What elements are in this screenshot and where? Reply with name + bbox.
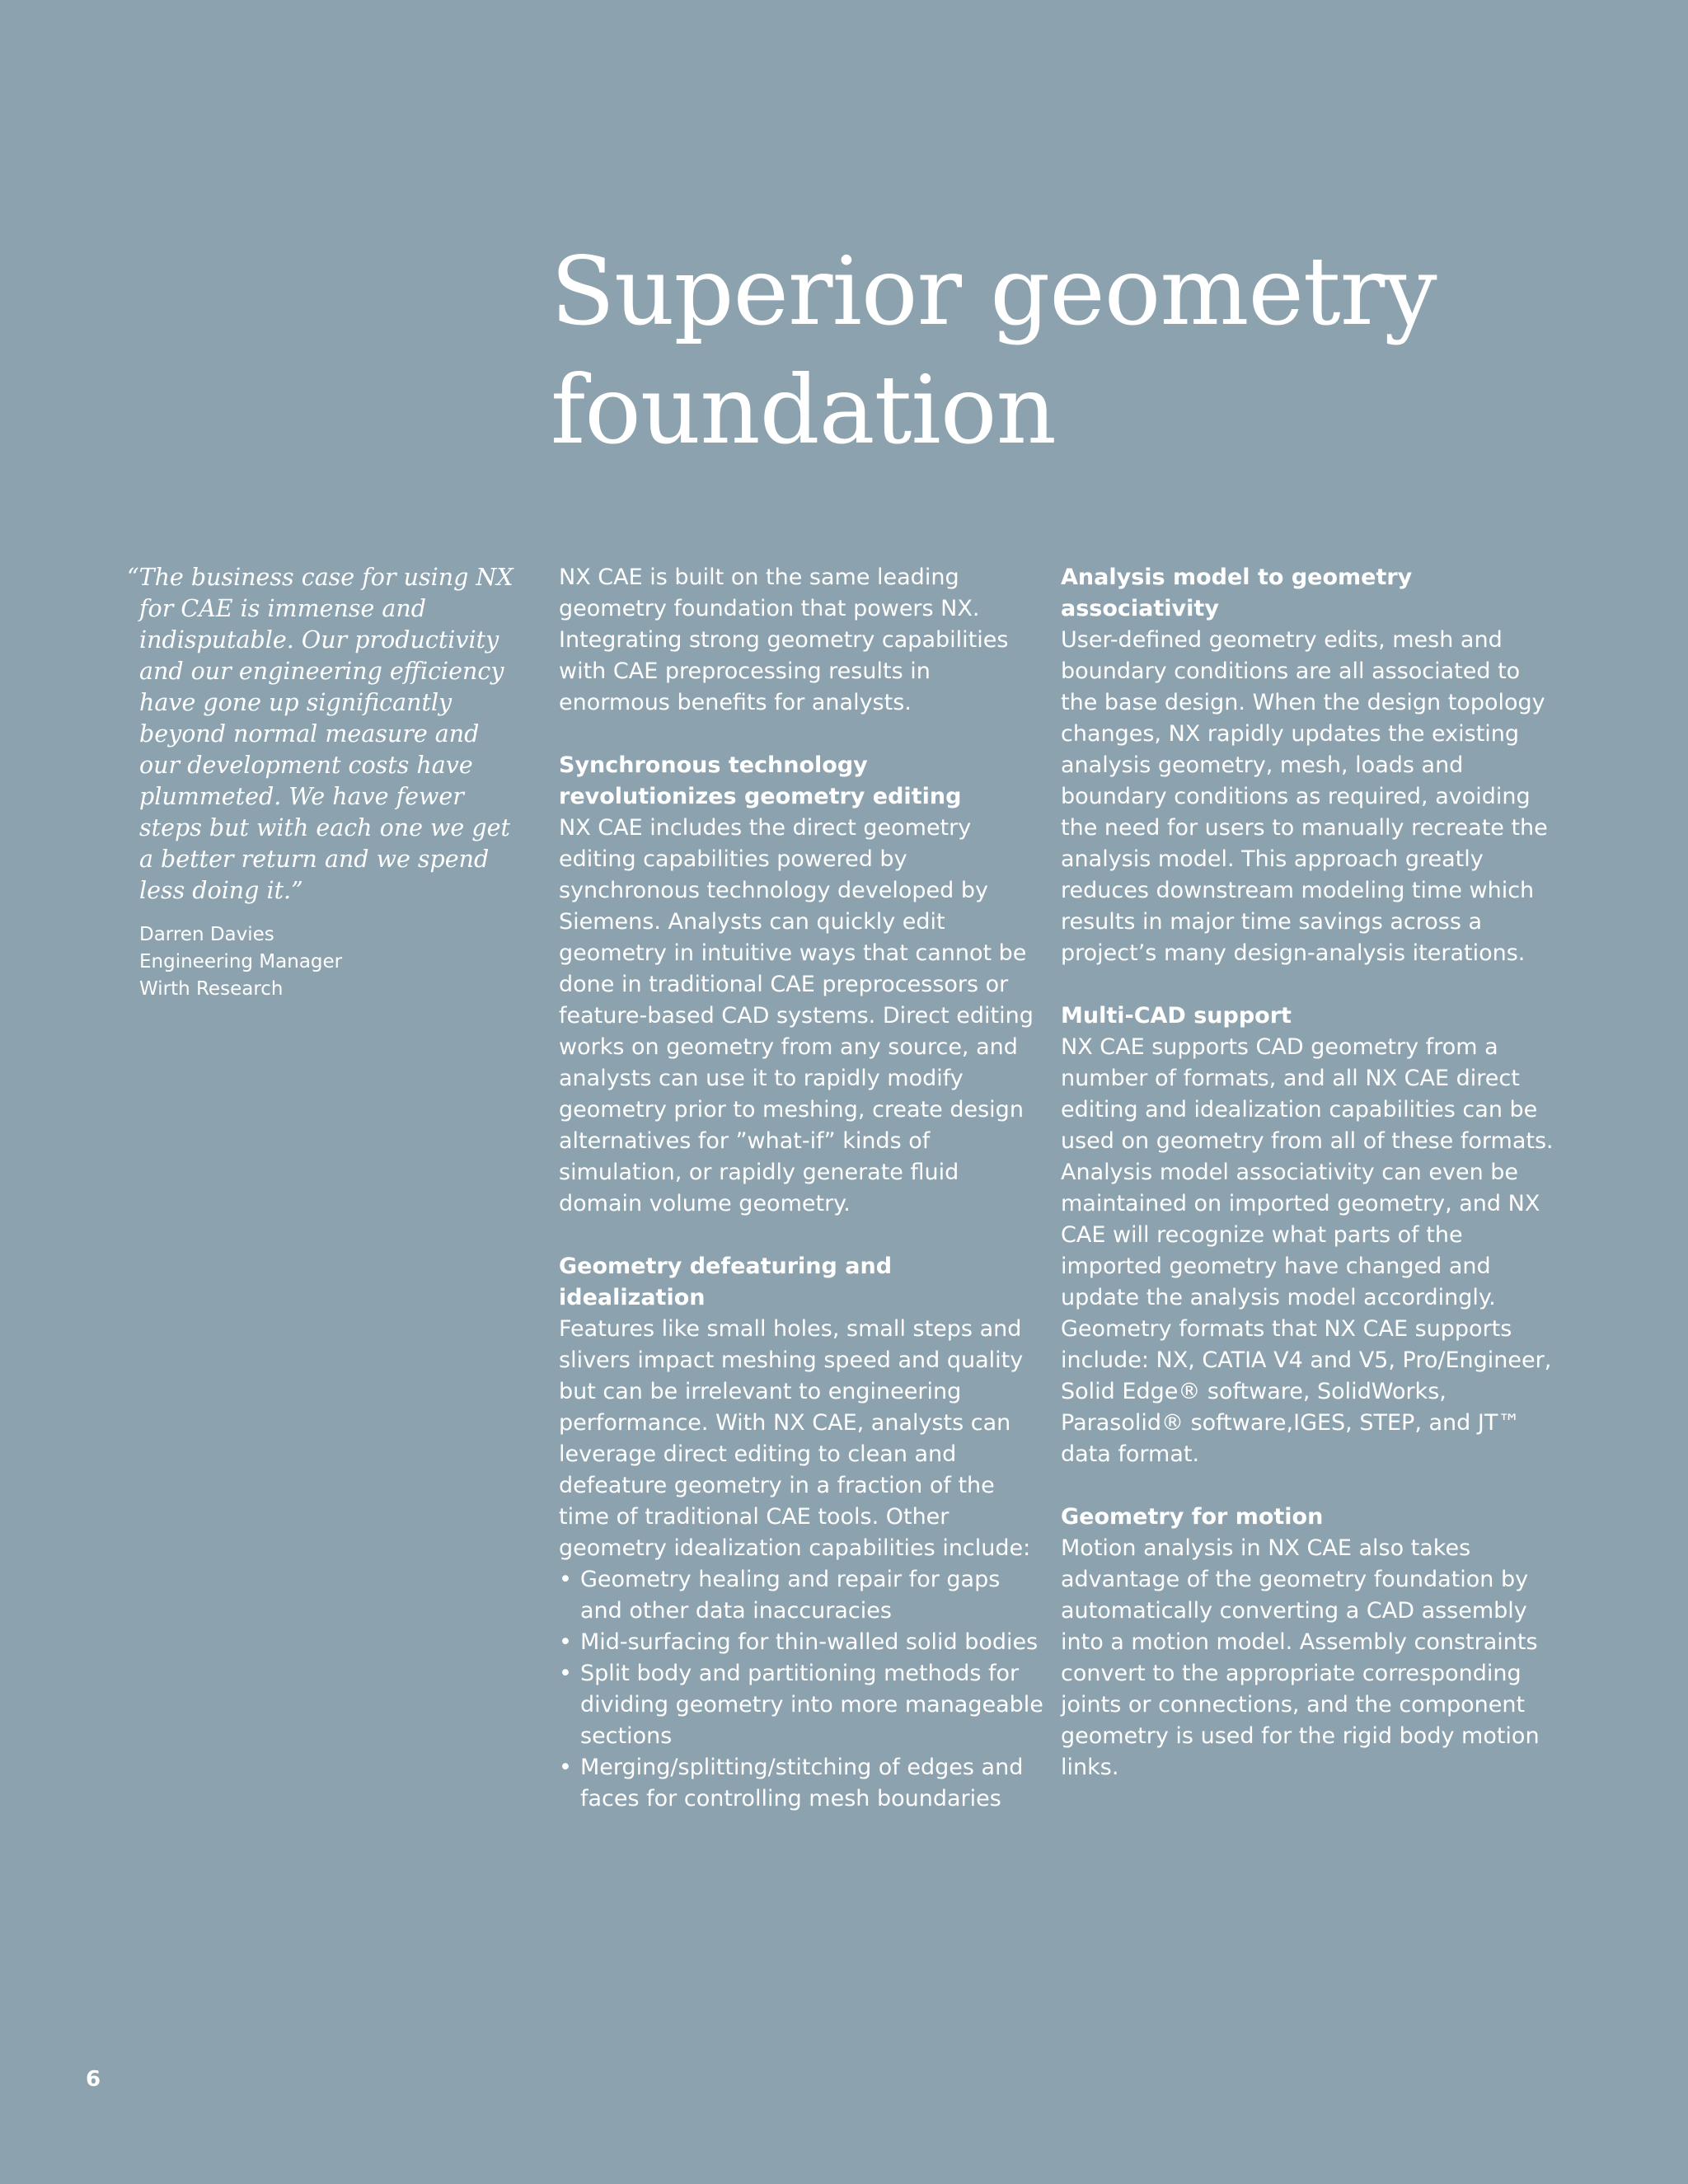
quote-text: “The business case for using NX for CAE is immense and indisputable. Our productivity and our engineering efficiency have gone up significantly beyond normal measure and our development costs have plummeted. We have fewer steps but with each one we get a better return and we spend less doing it.”: [127, 564, 513, 904]
list-item: • Merging/splitting/stitching of edges and faces for controlling mesh boundaries: [559, 1752, 1043, 1815]
section-heading: Analysis model to geometry associativity: [1061, 565, 1413, 621]
customer-quote: [125, 562, 521, 1003]
page-number: 6: [86, 2067, 101, 2092]
section-heading: Multi-CAD support: [1061, 1003, 1292, 1029]
right-column: [1061, 562, 1555, 1815]
list-item: • Mid-surfacing for thin-walled solid bodies: [559, 1627, 1043, 1658]
page-title-line-1: Superior geometry: [551, 237, 1437, 346]
section-geometry-for-motion: [1061, 1502, 1555, 1783]
section-heading: Geometry defeaturing and idealization: [559, 1254, 893, 1310]
section-body: NX CAE supports CAD geometry from a number of formats, and all NX CAE direct editing and idealization capabilities can be used on geometry from all of these formats. Analysis model associativity can even be maintained on imported geometry, and NX CAE will recognize what parts of the imported geometry have changed and update the analysis model accordingly. Geometry formats that NX CAE supports include: NX, CATIA V4 and V5, Pro/Engineer, Solid Edge® software, SolidWorks, Parasolid® software,IGES, STEP, and JT™ data format.: [1061, 1034, 1554, 1467]
page-title-line-2: foundation: [551, 355, 1056, 465]
capability-list: [559, 1564, 1043, 1815]
section-multi-cad: [1061, 1001, 1555, 1470]
quote-author-role: Engineering Manager: [139, 951, 343, 972]
section-body: Motion analysis in NX CAE also takes advantage of the geometry foundation by automatically converting a CAD assembly into a motion model. Assembly constraints convert to the appropriate corresponding joints or connections, and the component geometry is used for the rigid body motion links.: [1061, 1535, 1540, 1780]
intro-paragraph: NX CAE is built on the same leading geometry foundation that powers NX. Integrating strong geometry capabilities with CAE preprocessing results in enormous benefits for analysts.: [559, 565, 1009, 715]
section-body: User-defined geometry edits, mesh and boundary conditions are all associated to the base design. When the design topology changes, NX rapidly updates the existing analysis geometry, mesh, loads and boundary conditions as required, avoiding the need for users to manually recreate the analysis model. This approach greatly reduces downstream modeling time which results in major time savings across a project’s many design-analysis iterations.: [1061, 627, 1548, 966]
section-heading: Geometry for motion: [1061, 1504, 1324, 1530]
list-item: • Split body and partitioning methods for dividing geometry into more manageable sections: [559, 1658, 1043, 1752]
section-associativity: [1061, 562, 1555, 969]
section-defeaturing: [559, 1251, 1043, 1815]
page-title: [551, 232, 1622, 470]
quote-author-company: Wirth Research: [139, 978, 284, 1000]
section-body: Features like small holes, small steps and slivers impact meshing speed and quality but can be irrelevant to engineering performance. With NX CAE, analysts can leverage direct editing to clean and defeature geometry in a fraction of the time of traditional CAE tools. Other geometry idealization capabilities include:: [559, 1316, 1031, 1561]
section-heading: Synchronous technology revolutionizes geometry editing: [559, 752, 962, 809]
section-body: NX CAE includes the direct geometry editing capabilities powered by synchronous technology developed by Siemens. Analysts can quickly edit geometry in intuitive ways that cannot be done in traditional CAE preprocessors or feature-based CAD systems. Direct editing works on geometry from any source, and analysts can use it to rapidly modify geometry prior to meshing, create design alternatives for ”what-if” kinds of simulation, or rapidly generate fluid domain volume geometry.: [559, 815, 1034, 1216]
section-synchronous-technology: [559, 750, 1043, 1220]
quote-attribution: [125, 921, 521, 1003]
quote-author-name: Darren Davies: [139, 924, 274, 945]
middle-column: [559, 562, 1043, 1846]
list-item: • Geometry healing and repair for gaps and other data inaccuracies: [559, 1564, 1043, 1627]
